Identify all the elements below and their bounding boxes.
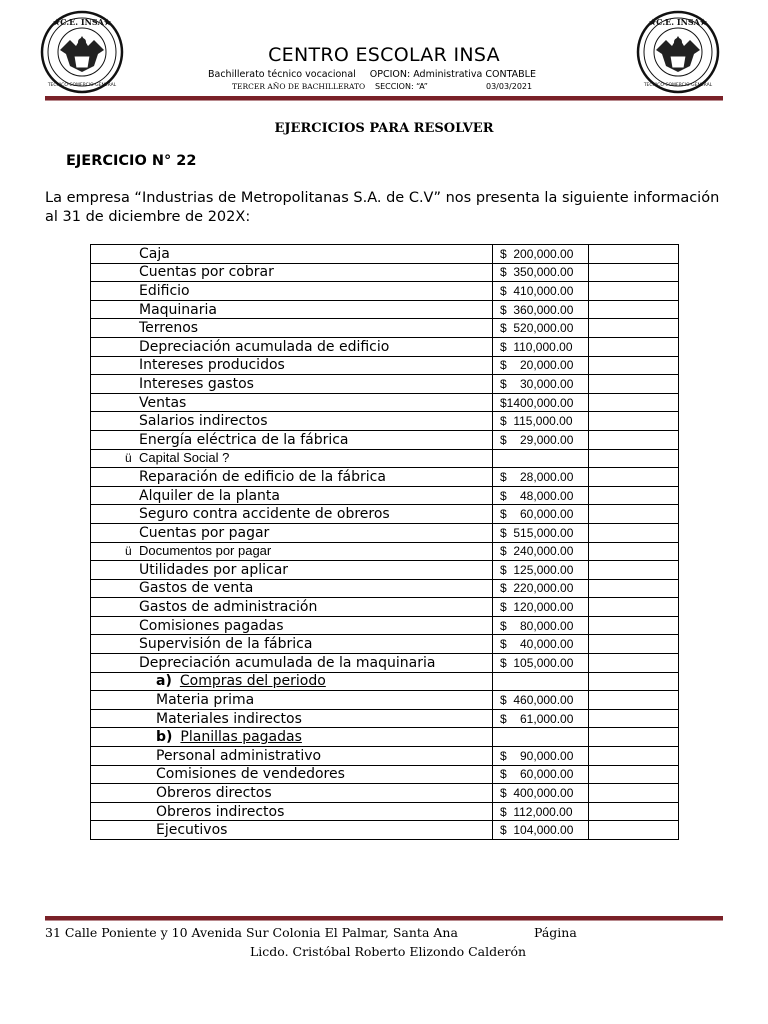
account-amount: [493, 451, 500, 465]
account-amount: $ 112,000.00: [500, 804, 573, 819]
account-label-cell: [91, 356, 493, 375]
account-label: [91, 413, 268, 429]
amount-cell: [493, 784, 589, 803]
account-label: [91, 692, 254, 708]
account-amount: $ 220,000.00: [500, 581, 574, 596]
account-label: [91, 748, 321, 764]
header-program-line: [208, 69, 536, 80]
grade-label: TERCER AÑO DE BACHILLERATO: [232, 82, 366, 91]
amount-cell: [493, 393, 589, 412]
account-name: Comisiones de vendedores: [156, 766, 345, 783]
account-label-cell: [91, 709, 493, 728]
account-name: Personal administrativo: [156, 747, 322, 764]
amount-cell: [493, 430, 589, 449]
account-label: [91, 339, 389, 355]
account-label-cell: [91, 654, 493, 673]
empty-cell: [589, 375, 679, 394]
table-row: [91, 412, 679, 431]
account-name: Intereses gastos: [139, 375, 254, 392]
program-label: Bachillerato técnico vocacional: [208, 69, 356, 80]
footer-page-label: Página: [534, 925, 577, 940]
accounts-table-body: [91, 245, 679, 840]
amount-cell: [493, 561, 589, 580]
empty-cell: [589, 802, 679, 821]
empty-cell: [589, 765, 679, 784]
account-amount: [493, 730, 500, 744]
amount-cell: [493, 635, 589, 654]
table-row: [91, 393, 679, 412]
table-row: [91, 561, 679, 580]
account-label: [91, 580, 253, 596]
amount-cell: [493, 802, 589, 821]
account-amount: $ 125,000.00: [500, 562, 574, 577]
footer-author: Licdo. Cristóbal Roberto Elizondo Calderón: [250, 944, 527, 959]
intro-paragraph: La empresa “Industrias de Metropolitanas S.A. de C.V” nos presenta la siguiente información al 31 de diciembre de 202X:: [45, 190, 720, 225]
amount-cell: [493, 821, 589, 840]
table-row: [91, 672, 679, 691]
empty-cell: [589, 728, 679, 747]
table-row: [91, 300, 679, 319]
amount-cell: [493, 356, 589, 375]
empty-cell: [589, 319, 679, 338]
empty-cell: [589, 672, 679, 691]
account-amount: $ 515,000.00: [500, 525, 574, 540]
account-name: Cuentas por cobrar: [139, 264, 274, 281]
account-label: [91, 655, 435, 671]
empty-cell: [589, 821, 679, 840]
account-name: Gastos de administración: [139, 599, 318, 616]
section-title: Compras del periodo: [179, 673, 326, 690]
account-label-cell: [91, 319, 493, 338]
account-name: Ejecutivos: [156, 822, 228, 839]
account-name: Edificio: [139, 282, 190, 299]
account-label-cell: [91, 561, 493, 580]
empty-cell: [589, 393, 679, 412]
account-label: [91, 822, 227, 838]
account-amount: [493, 674, 500, 688]
account-label: [91, 804, 284, 820]
account-label: [91, 450, 229, 465]
empty-cell: [589, 784, 679, 803]
account-name: Gastos de venta: [139, 580, 254, 597]
account-label-cell: [91, 579, 493, 598]
table-row: [91, 765, 679, 784]
svg-text:★C.E. INSA★: ★C.E. INSA★: [648, 17, 708, 27]
table-row: [91, 821, 679, 840]
account-label: [91, 357, 285, 373]
table-row: [91, 784, 679, 803]
amount-cell: [493, 468, 589, 487]
empty-cell: [589, 747, 679, 766]
school-name: CENTRO ESCOLAR INSA: [268, 44, 500, 66]
empty-cell: [589, 616, 679, 635]
amount-cell: [493, 765, 589, 784]
svg-text:★C.E. INSA★: ★C.E. INSA★: [52, 17, 112, 27]
empty-cell: [589, 691, 679, 710]
account-label: [91, 395, 186, 411]
empty-cell: [589, 542, 679, 561]
amount-cell: [493, 263, 589, 282]
date-label: 03/03/2021: [486, 82, 533, 91]
account-label: [91, 320, 198, 336]
account-label-cell: [91, 523, 493, 542]
empty-cell: [589, 598, 679, 617]
account-amount: $ 104,000.00: [500, 823, 574, 838]
empty-cell: [589, 561, 679, 580]
amount-cell: [493, 579, 589, 598]
empty-cell: [589, 449, 679, 468]
table-row: [91, 375, 679, 394]
table-row: [91, 542, 679, 561]
account-label: [91, 283, 190, 299]
table-row: [91, 635, 679, 654]
section-letter: b): [156, 729, 173, 746]
account-amount: $ 360,000.00: [500, 302, 574, 317]
account-label-cell: [91, 375, 493, 394]
table-row: [91, 728, 679, 747]
account-label-cell: [91, 821, 493, 840]
account-label: [91, 636, 312, 652]
account-name: Seguro contra accidente de obreros: [139, 506, 390, 523]
account-name: Depreciación acumulada de la maquinaria: [139, 654, 436, 671]
amount-cell: [493, 300, 589, 319]
account-name: Materia prima: [156, 692, 255, 709]
header-grade-line: [232, 82, 533, 91]
table-row: [91, 245, 679, 264]
account-amount: $ 60,000.00: [500, 767, 574, 782]
amount-cell: [493, 598, 589, 617]
account-name: Salarios indirectos: [139, 413, 268, 430]
account-label-cell: [91, 728, 493, 747]
account-amount: $1400,000.00: [500, 395, 574, 410]
account-label: [91, 729, 302, 745]
account-label-cell: [91, 505, 493, 524]
amount-cell: [493, 654, 589, 673]
footer-address: 31 Calle Poniente y 10 Avenida Sur Colonia El Palmar, Santa Ana: [45, 925, 458, 940]
account-label: [91, 264, 274, 280]
account-label-cell: [91, 765, 493, 784]
empty-cell: [589, 709, 679, 728]
account-amount: $ 120,000.00: [500, 600, 574, 615]
account-name: Intereses producidos: [139, 357, 285, 374]
empty-cell: [589, 579, 679, 598]
header-divider: [45, 96, 723, 101]
account-label-cell: [91, 449, 493, 468]
account-label-cell: [91, 430, 493, 449]
amount-cell: [493, 709, 589, 728]
amount-cell: [493, 747, 589, 766]
account-amount: $ 60,000.00: [500, 507, 574, 522]
account-amount: $ 90,000.00: [500, 748, 574, 763]
amount-cell: [493, 282, 589, 301]
table-row: [91, 579, 679, 598]
empty-cell: [589, 412, 679, 431]
account-label-cell: [91, 468, 493, 487]
account-label: [91, 246, 170, 262]
account-label-cell: [91, 245, 493, 264]
account-name: Energía eléctrica de la fábrica: [139, 431, 349, 448]
account-label-cell: [91, 691, 493, 710]
table-row: [91, 468, 679, 487]
svg-text:TECNICO·COMERCIO·GENERAL: TECNICO·COMERCIO·GENERAL: [643, 83, 713, 88]
account-amount: $ 48,000.00: [500, 488, 574, 503]
account-label: [91, 488, 280, 504]
table-row: [91, 430, 679, 449]
account-label-cell: [91, 598, 493, 617]
account-label-cell: [91, 393, 493, 412]
table-row: [91, 449, 679, 468]
amount-cell: [493, 337, 589, 356]
empty-cell: [589, 654, 679, 673]
empty-cell: [589, 245, 679, 264]
account-amount: $ 28,000.00: [500, 469, 574, 484]
account-label-cell: [91, 282, 493, 301]
footer-divider: [45, 916, 723, 921]
account-name: Materiales indirectos: [156, 710, 302, 727]
account-name: Terrenos: [139, 320, 199, 337]
table-row: [91, 709, 679, 728]
empty-cell: [589, 282, 679, 301]
empty-cell: [589, 523, 679, 542]
account-label: [91, 469, 386, 485]
account-label: [91, 673, 326, 689]
amount-cell: [493, 691, 589, 710]
table-row: [91, 691, 679, 710]
accounts-table: [90, 244, 679, 840]
account-label: [91, 599, 317, 615]
account-amount: $ 20,000.00: [500, 358, 574, 373]
account-name: Capital Social ?: [139, 450, 230, 466]
exercise-heading: [45, 153, 196, 169]
account-label-cell: [91, 263, 493, 282]
table-row: [91, 282, 679, 301]
account-label: [91, 376, 254, 392]
table-row: [91, 505, 679, 524]
account-label-cell: [91, 300, 493, 319]
account-amount: $ 240,000.00: [500, 544, 574, 559]
amount-cell: [493, 542, 589, 561]
account-label: [91, 785, 272, 801]
account-label: [91, 525, 269, 541]
account-label: [91, 618, 284, 634]
table-row: [91, 802, 679, 821]
account-amount: $ 115,000.00: [500, 414, 573, 429]
amount-cell: [493, 319, 589, 338]
account-label: [91, 506, 390, 522]
empty-cell: [589, 635, 679, 654]
account-label-cell: [91, 616, 493, 635]
account-name: Ventas: [139, 394, 187, 411]
empty-cell: [589, 486, 679, 505]
account-label: [91, 432, 349, 448]
exercise-heading-text: EJERCICIO N° 22: [66, 153, 197, 169]
empty-cell: [589, 337, 679, 356]
amount-cell: [493, 375, 589, 394]
account-amount: $ 110,000.00: [500, 339, 573, 354]
table-row: [91, 654, 679, 673]
table-row: [91, 356, 679, 375]
table-row: [91, 616, 679, 635]
account-amount: $ 61,000.00: [500, 711, 574, 726]
account-label-cell: [91, 337, 493, 356]
empty-cell: [589, 356, 679, 375]
option-label: OPCION: Administrativa CONTABLE: [369, 69, 536, 80]
svg-text:TECNICO·COMERCIO·GENERAL: TECNICO·COMERCIO·GENERAL: [47, 83, 117, 88]
account-label-cell: [91, 412, 493, 431]
account-label: [91, 766, 345, 782]
account-amount: $ 29,000.00: [500, 432, 574, 447]
account-amount: $ 200,000.00: [500, 246, 574, 261]
account-amount: $ 350,000.00: [500, 265, 574, 280]
table-row: [91, 263, 679, 282]
document-title: EJERCICIOS PARA RESOLVER: [274, 121, 494, 136]
account-name: Supervisión de la fábrica: [139, 636, 313, 653]
account-name: Depreciación acumulada de edificio: [139, 338, 390, 355]
section-label: SECCION: “A”: [375, 82, 428, 91]
account-label-cell: [91, 486, 493, 505]
account-name: Utilidades por aplicar: [139, 561, 289, 578]
section-letter: a): [156, 673, 172, 690]
empty-cell: [589, 505, 679, 524]
account-amount: $ 460,000.00: [500, 693, 574, 708]
account-name: Alquiler de la planta: [139, 487, 280, 504]
amount-cell: [493, 523, 589, 542]
empty-cell: [589, 430, 679, 449]
amount-cell: [493, 412, 589, 431]
account-amount: $ 520,000.00: [500, 321, 574, 336]
account-label-cell: [91, 802, 493, 821]
account-amount: $ 30,000.00: [500, 376, 574, 391]
table-row: [91, 337, 679, 356]
table-row: [91, 486, 679, 505]
amount-cell: [493, 616, 589, 635]
check-bullet-icon: ü: [125, 544, 132, 559]
account-label-cell: [91, 784, 493, 803]
amount-cell: [493, 505, 589, 524]
amount-cell: [493, 672, 589, 691]
account-name: Reparación de edificio de la fábrica: [139, 468, 386, 485]
account-label: [91, 302, 217, 318]
account-amount: $ 410,000.00: [500, 283, 574, 298]
account-label-cell: [91, 542, 493, 561]
account-name: Documentos por pagar: [139, 543, 272, 559]
amount-cell: [493, 245, 589, 264]
amount-cell: [493, 449, 589, 468]
account-name: Maquinaria: [139, 301, 217, 318]
account-label-cell: [91, 672, 493, 691]
account-amount: $ 105,000.00: [500, 655, 574, 670]
account-name: Caja: [139, 245, 170, 262]
account-label: [91, 562, 288, 578]
table-row: [91, 598, 679, 617]
account-label: [91, 543, 271, 558]
account-name: Cuentas por pagar: [139, 524, 270, 541]
account-amount: $ 40,000.00: [500, 637, 574, 652]
account-amount: $ 400,000.00: [500, 786, 574, 801]
table-row: [91, 319, 679, 338]
account-amount: $ 80,000.00: [500, 618, 574, 633]
check-bullet-icon: ü: [125, 451, 132, 466]
account-name: Obreros directos: [156, 785, 272, 802]
table-row: [91, 523, 679, 542]
section-title: Planillas pagadas: [180, 729, 302, 746]
account-label-cell: [91, 747, 493, 766]
amount-cell: [493, 728, 589, 747]
empty-cell: [589, 468, 679, 487]
account-name: Comisiones pagadas: [139, 617, 284, 634]
account-name: Obreros indirectos: [156, 803, 285, 820]
account-label: [91, 711, 302, 727]
account-label-cell: [91, 635, 493, 654]
empty-cell: [589, 300, 679, 319]
empty-cell: [589, 263, 679, 282]
table-row: [91, 747, 679, 766]
amount-cell: [493, 486, 589, 505]
